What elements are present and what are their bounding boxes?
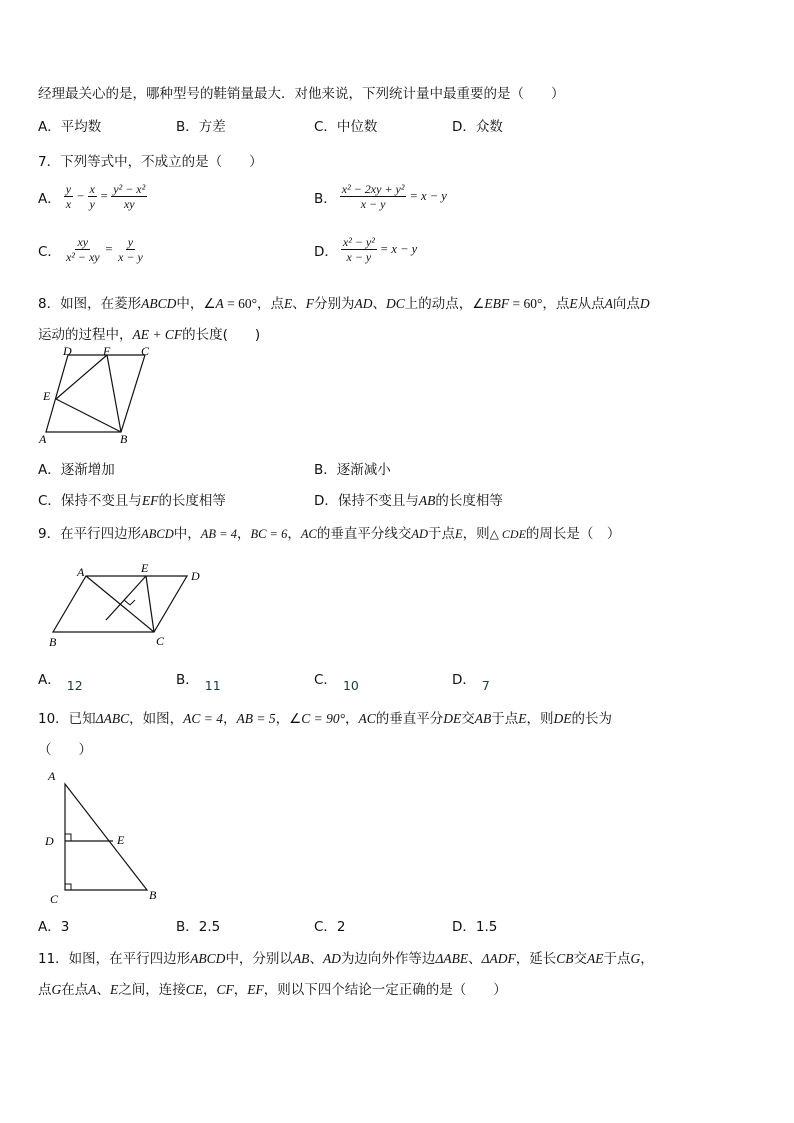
- math: = 60°，点: [223, 296, 284, 311]
- math: E: [569, 296, 578, 311]
- q7-option-a[interactable]: [38, 182, 147, 211]
- option-label: A．: [38, 190, 61, 207]
- q9-parallelogram-figure: [44, 560, 214, 654]
- text: 分别为: [313, 296, 355, 312]
- segment-ef: [56, 355, 107, 399]
- math: BC = 6: [250, 527, 288, 541]
- text: 11．如图，在平行四边形: [38, 951, 191, 967]
- label-e: E: [141, 561, 149, 575]
- rhs: = x − y: [409, 189, 447, 203]
- label-d: D: [45, 834, 54, 848]
- math: AD: [322, 951, 341, 966]
- label-b: B: [120, 432, 128, 446]
- math: AB: [418, 493, 436, 508]
- math: EBF: [484, 296, 510, 311]
- numerator: y: [127, 235, 134, 249]
- q9-option-c[interactable]: [314, 668, 359, 693]
- math: CF: [216, 982, 234, 997]
- text: 、: [309, 951, 323, 967]
- numerator: x² − y²: [342, 235, 375, 249]
- text: 于点: [428, 526, 456, 542]
- denominator: x − y: [118, 250, 143, 264]
- label-c: C: [156, 634, 165, 648]
- text: 在点: [61, 982, 89, 998]
- numerator: y² − x²: [113, 182, 146, 196]
- label-a: A: [39, 432, 47, 446]
- text: 9．在平行四边形: [38, 526, 142, 542]
- math: ABCD: [190, 951, 226, 966]
- math: G: [51, 982, 62, 997]
- q8-option-b[interactable]: B．逐渐减小: [314, 462, 391, 478]
- math: E: [110, 982, 119, 997]
- math: CE: [185, 982, 204, 997]
- label-e: E: [117, 833, 125, 847]
- q9-stem: [38, 522, 620, 542]
- q6-option-d[interactable]: D．众数: [452, 119, 503, 135]
- text: 的垂直平分: [375, 711, 444, 727]
- operator: =: [104, 242, 114, 256]
- label-e: E: [43, 389, 51, 403]
- fraction: [88, 182, 97, 211]
- q11-stem-line1: [38, 947, 654, 967]
- denominator: y: [89, 197, 95, 211]
- text: 的长为: [571, 711, 612, 727]
- math: AE + CF: [132, 327, 183, 342]
- option-label: C．: [314, 672, 337, 688]
- text: 于点: [491, 711, 519, 727]
- text: 于点: [603, 951, 631, 967]
- text: ，: [203, 982, 217, 998]
- q10-option-b[interactable]: B．2.5: [176, 919, 221, 935]
- math: = 60°，点: [509, 296, 570, 311]
- option-label: A．: [38, 672, 61, 688]
- math: EF: [141, 493, 159, 508]
- q8-stem-line2: [38, 323, 260, 343]
- math: AB: [474, 711, 492, 726]
- math: A: [88, 982, 97, 997]
- denominator: x² − xy: [65, 250, 100, 264]
- text: 、: [292, 296, 306, 312]
- text: C．保持不变且与: [38, 493, 142, 509]
- math: AB = 5: [236, 711, 276, 726]
- denominator: x − y: [360, 197, 386, 211]
- option-value: 11: [204, 678, 221, 693]
- q10-option-c[interactable]: C．2: [314, 919, 346, 935]
- q10-triangle-figure: [40, 766, 170, 906]
- math: ABCD: [141, 527, 174, 541]
- text: ，: [287, 526, 301, 542]
- label-c: C: [141, 344, 150, 358]
- q10-stem-line2: （ ）: [38, 742, 92, 758]
- text: 8．如图，在菱形: [38, 296, 142, 312]
- q6-option-c[interactable]: C．中位数: [314, 119, 378, 135]
- text: 、: [96, 982, 110, 998]
- text: ，则: [462, 526, 490, 542]
- operator: =: [99, 189, 109, 203]
- q9-option-d[interactable]: [452, 668, 490, 693]
- option-value: 12: [66, 678, 83, 693]
- text: ，如图，: [129, 711, 184, 727]
- math: E: [283, 296, 293, 311]
- numerator: y: [65, 182, 72, 196]
- q7-option-b[interactable]: [314, 182, 447, 211]
- math: ΔABC: [95, 711, 130, 726]
- operator: −: [76, 189, 85, 203]
- text: ，延长: [515, 951, 557, 967]
- label-a: A: [48, 769, 56, 783]
- option-label: B．: [176, 672, 199, 688]
- text: 、: [372, 296, 386, 312]
- text: 的长度相等: [158, 493, 226, 509]
- q7-option-c[interactable]: [38, 235, 145, 264]
- math: E: [518, 711, 527, 726]
- numerator: x: [89, 182, 95, 196]
- option-value: 7: [481, 678, 490, 693]
- math: G: [630, 951, 641, 966]
- label-d: D: [63, 344, 72, 358]
- option-label: D．: [452, 672, 476, 688]
- text: 中，∠: [176, 296, 216, 312]
- text: 的长度( ): [182, 327, 261, 343]
- right-angle-mark-d: [65, 834, 71, 841]
- math: △ CDE: [489, 527, 526, 541]
- math: F: [305, 296, 314, 311]
- denominator: xy: [123, 197, 135, 211]
- text: ，∠: [275, 711, 302, 727]
- math: AC = 4: [183, 711, 223, 726]
- math: D: [639, 296, 650, 311]
- math: AC: [358, 711, 376, 726]
- text: 交: [573, 951, 588, 967]
- fraction: [111, 182, 147, 211]
- math: AD: [411, 527, 429, 541]
- text: ，: [640, 951, 654, 967]
- option-label: B．: [314, 190, 337, 207]
- label-d: D: [191, 569, 200, 583]
- text: 点: [38, 982, 52, 998]
- text: 向点: [612, 296, 640, 312]
- text: 的周长是（ ）: [525, 526, 621, 542]
- q7-option-d[interactable]: [314, 235, 417, 264]
- text: 中，: [173, 526, 201, 542]
- math: AE: [587, 951, 604, 966]
- text: D．保持不变且与: [314, 493, 419, 509]
- math: ΔABE: [435, 951, 469, 966]
- label-a: A: [77, 565, 85, 579]
- rhombus: [46, 355, 145, 432]
- math: AC: [300, 527, 317, 541]
- text: 的垂直平分线交: [316, 526, 412, 542]
- math: DE: [443, 711, 462, 726]
- q8-stem-line1: [38, 292, 650, 312]
- math: AD: [354, 296, 373, 311]
- q9-option-b[interactable]: [176, 668, 221, 693]
- segment-eb: [56, 399, 121, 432]
- text: ，: [222, 711, 237, 727]
- option-value: 10: [342, 678, 359, 693]
- text: 运动的过程中，: [38, 327, 133, 343]
- label-c: C: [50, 892, 59, 906]
- math: ABCD: [141, 296, 177, 311]
- text: 中，分别以: [225, 951, 293, 967]
- rhs: = x − y: [379, 242, 418, 256]
- numerator: x² − 2xy + y²: [341, 182, 405, 196]
- label-b: B: [49, 635, 57, 649]
- fraction: [116, 235, 145, 264]
- q8-rhombus-figure: [36, 343, 166, 449]
- q10-stem: [38, 707, 612, 727]
- math: A: [604, 296, 613, 311]
- fraction: [341, 235, 377, 264]
- math: AB: [292, 951, 310, 966]
- triangle-abc: [65, 784, 147, 890]
- denominator: x: [65, 197, 72, 211]
- text: ，: [233, 982, 248, 998]
- q8-option-d[interactable]: [314, 489, 503, 509]
- text: ，则以下四个结论一定正确的是（ ）: [263, 982, 507, 998]
- denominator: x − y: [346, 250, 372, 264]
- text: 为边向外作等边: [340, 951, 436, 967]
- text: 10．已知: [38, 711, 96, 727]
- text: 交: [461, 711, 475, 727]
- math: ΔADF: [481, 951, 516, 966]
- math: C = 90°: [301, 711, 345, 726]
- q9-option-a[interactable]: [38, 668, 83, 693]
- q8-option-a[interactable]: A．逐渐增加: [38, 462, 115, 478]
- q7-stem: 7．下列等式中，不成立的是（ ）: [38, 154, 263, 170]
- label-b: B: [149, 888, 157, 902]
- math: A: [215, 296, 224, 311]
- text: ，: [344, 711, 359, 727]
- segment-fb: [107, 355, 121, 432]
- label-f: F: [103, 344, 111, 358]
- text: 从点: [577, 296, 605, 312]
- text: ，: [236, 526, 251, 542]
- fraction: [64, 182, 73, 211]
- fraction: [64, 235, 102, 264]
- right-angle-mark-c: [65, 884, 71, 890]
- q8-option-c[interactable]: [38, 489, 226, 509]
- option-label: D．: [314, 243, 338, 260]
- text: 、: [468, 951, 482, 967]
- math: E: [455, 527, 463, 541]
- text: ，则: [526, 711, 554, 727]
- numerator: xy: [77, 235, 89, 249]
- option-label: C．: [38, 243, 61, 260]
- text: 上的动点，∠: [404, 296, 485, 312]
- math: DC: [385, 296, 405, 311]
- fraction: [340, 182, 407, 211]
- right-angle-mark: [124, 600, 135, 605]
- q10-option-a[interactable]: A．3: [38, 919, 70, 935]
- text: 之间，连接: [118, 982, 186, 998]
- math: EF: [247, 982, 264, 997]
- q6-stem: 经理最关心的是，哪种型号的鞋销量最大．对他来说，下列统计量中最重要的是（ ）: [38, 86, 565, 102]
- math: CB: [556, 951, 574, 966]
- text: 的长度相等: [435, 493, 503, 509]
- math: AB = 4: [200, 527, 237, 541]
- q6-option-a[interactable]: A．平均数: [38, 119, 102, 135]
- math: DE: [553, 711, 572, 726]
- q10-option-d[interactable]: D．1.5: [452, 919, 498, 935]
- q11-stem-line2: [38, 978, 507, 998]
- segment-ec: [146, 576, 154, 632]
- q6-option-b[interactable]: B．方差: [176, 119, 226, 135]
